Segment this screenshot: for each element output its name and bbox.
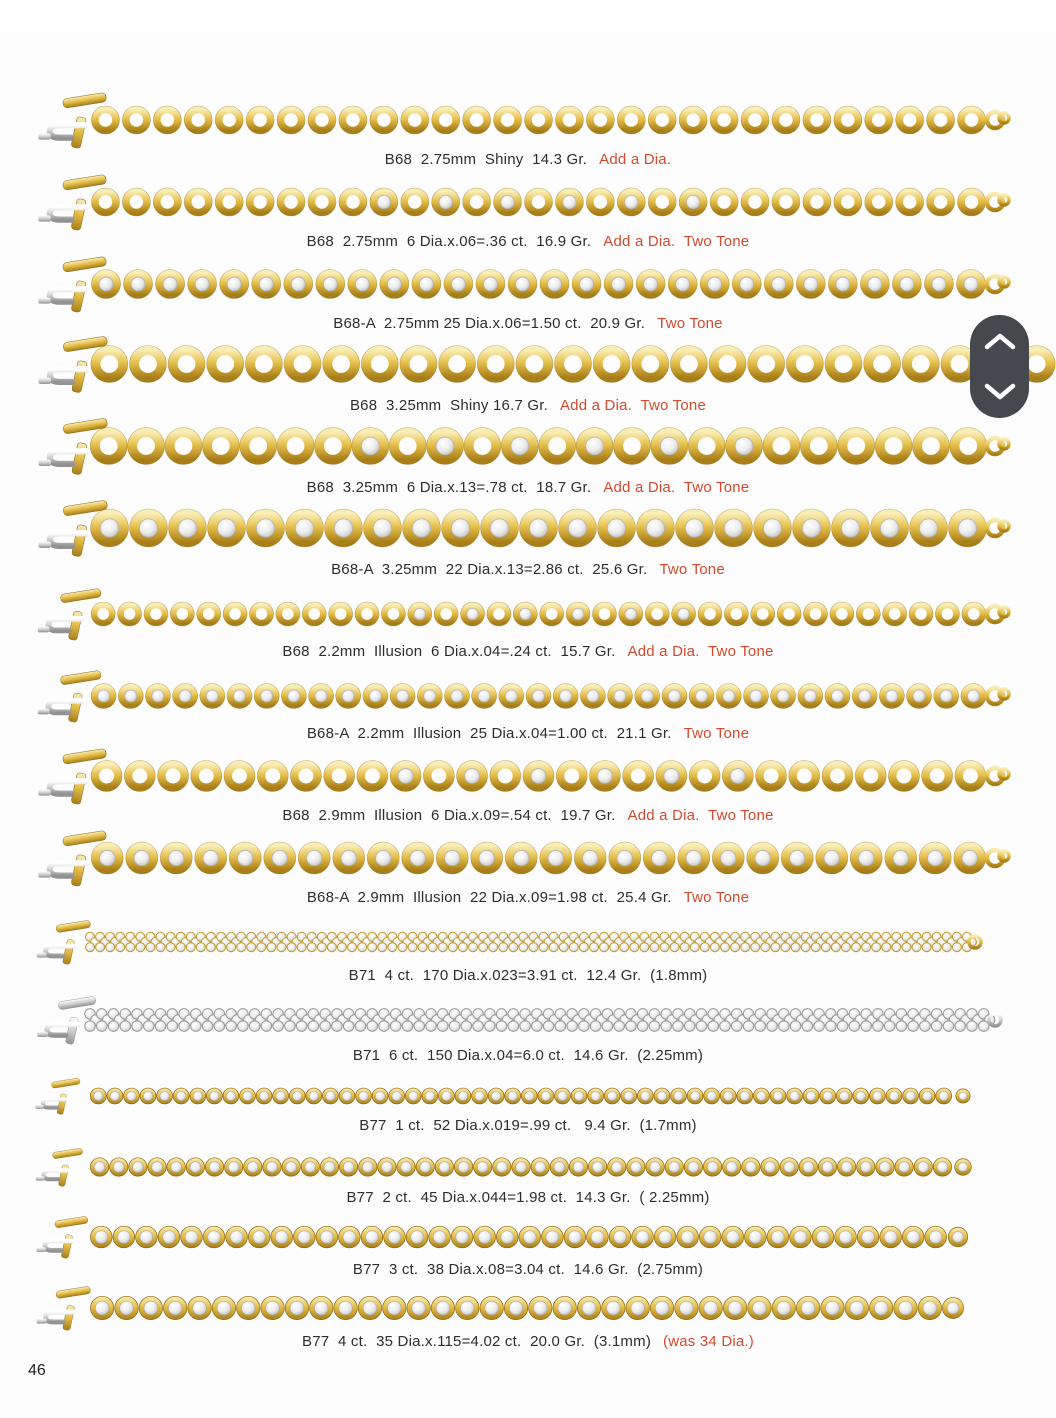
bracelet-row [0, 170, 1056, 252]
bracelet-caption [0, 1046, 1056, 1066]
bracelet-caption [0, 1260, 1056, 1280]
bracelet-row [0, 986, 1056, 1066]
bracelet-image [28, 587, 1013, 641]
bracelet-row [0, 662, 1056, 744]
bracelet-caption [0, 806, 1056, 826]
bracelet-caption-text: B77 4 ct. 35 Dia.x.115=4.02 ct. 20.0 Gr. (3.1mm) [301, 1333, 652, 1350]
bracelet-image [28, 1077, 978, 1115]
bracelet-caption [0, 642, 1056, 662]
bracelet-caption-text: B68-A 2.75mm 25 Dia.x.06=1.50 ct. 20.9 Gr. [333, 315, 646, 332]
bracelet-caption-text: B68-A 3.25mm 22 Dia.x.13=2.86 ct. 25.6 Gr. [331, 561, 648, 578]
bracelet-row [0, 88, 1056, 170]
bracelet-caption-text: B68 2.2mm Illusion 6 Dia.x.04=.24 ct. 15.7 Gr. [282, 643, 616, 660]
bracelet-caption-text: B68-A 2.2mm Illusion 25 Dia.x.04=1.00 ct. 21.1 Gr. [306, 725, 672, 742]
bracelet-row [0, 416, 1056, 498]
bracelet-image [28, 1147, 978, 1187]
bracelet-row [0, 252, 1056, 334]
bracelet-image [28, 255, 1013, 313]
bracelet-image [28, 91, 1013, 149]
chevron-up-icon [983, 332, 1017, 350]
bracelet-image [28, 747, 1013, 805]
bracelet-caption-text: B77 1 ct. 52 Dia.x.019=.99 ct. 9.4 Gr. (1.7mm) [359, 1117, 697, 1134]
bracelet-caption [0, 1188, 1056, 1208]
bracelet-image [28, 1285, 968, 1331]
bracelet-caption-text: B71 6 ct. 150 Dia.x.04=6.0 ct. 14.6 Gr. (2.25mm) [352, 1047, 704, 1064]
bracelet-image [28, 995, 1013, 1045]
bracelet-caption-text: B68 2.75mm Shiny 14.3 Gr. [384, 151, 588, 168]
scroll-control [970, 315, 1029, 418]
bracelet-caption-accent: Two Tone [657, 315, 723, 332]
bracelet-row [0, 1066, 1056, 1136]
bracelet-row [0, 1136, 1056, 1208]
bracelet-caption-text: B68 3.25mm Shiny 16.7 Gr. [349, 397, 548, 414]
bracelet-caption-accent: (was 34 Dia.) [663, 1333, 754, 1350]
bracelet-list [0, 88, 1056, 1352]
bracelet-caption-text: B77 2 ct. 45 Dia.x.044=1.98 ct. 14.3 Gr. ( 2.25mm) [346, 1189, 710, 1206]
bracelet-caption-accent: Two Tone [683, 889, 750, 906]
bracelet-caption [0, 1332, 1056, 1352]
bracelet-row [0, 826, 1056, 908]
bracelet-caption [0, 396, 1056, 416]
bracelet-image [28, 669, 1013, 723]
bracelet-caption-accent: Add a Dia. [599, 151, 672, 168]
bracelet-row [0, 908, 1056, 986]
bracelet-image [28, 497, 1013, 559]
bracelet-caption-text: B77 3 ct. 38 Dia.x.08=3.04 ct. 14.6 Gr. (2.75mm) [352, 1261, 704, 1278]
bracelet-caption-text: B68 3.25mm 6 Dia.x.13=.78 ct. 18.7 Gr. [306, 479, 592, 496]
scroll-up-button[interactable] [970, 315, 1029, 367]
bracelet-image [28, 1215, 973, 1259]
bracelet-row [0, 334, 1056, 416]
bracelet-row [0, 744, 1056, 826]
bracelet-row [0, 1208, 1056, 1280]
bracelet-caption-accent: Two Tone [659, 561, 725, 578]
bracelet-caption [0, 1116, 1056, 1136]
bracelet-caption [0, 478, 1056, 498]
bracelet-caption-accent: Add a Dia. Two Tone [559, 397, 707, 414]
bracelet-caption-accent: Two Tone [683, 725, 750, 742]
bracelet-caption [0, 314, 1056, 334]
bracelet-caption-accent: Add a Dia. Two Tone [603, 479, 750, 496]
bracelet-caption [0, 888, 1056, 908]
chevron-down-icon [983, 383, 1017, 401]
bracelet-caption [0, 150, 1056, 170]
bracelet-caption-accent: Add a Dia. Two Tone [603, 233, 750, 250]
bracelet-row [0, 1280, 1056, 1352]
bracelet-caption-text: B68 2.75mm 6 Dia.x.06=.36 ct. 16.9 Gr. [306, 233, 592, 250]
bracelet-image [28, 919, 993, 965]
bracelet-caption-text: B71 4 ct. 170 Dia.x.023=3.91 ct. 12.4 Gr. (1.8mm) [348, 967, 708, 984]
bracelet-caption [0, 232, 1056, 252]
bracelet-image [28, 415, 1013, 477]
bracelet-caption-accent: Add a Dia. Two Tone [627, 643, 774, 660]
bracelet-caption [0, 966, 1056, 986]
bracelet-caption-accent: Add a Dia. Two Tone [627, 807, 774, 824]
bracelet-image [28, 829, 1013, 887]
bracelet-caption [0, 560, 1056, 580]
bracelet-row [0, 580, 1056, 662]
bracelet-caption-text: B68 2.9mm Illusion 6 Dia.x.09=.54 ct. 19.7 Gr. [282, 807, 616, 824]
bracelet-image [28, 333, 1056, 395]
page-number: 46 [28, 1362, 46, 1379]
bracelet-row [0, 498, 1056, 580]
bracelet-caption [0, 724, 1056, 744]
bracelet-image [28, 173, 1013, 231]
bracelet-caption-text: B68-A 2.9mm Illusion 22 Dia.x.09=1.98 ct. 25.4 Gr. [306, 889, 672, 906]
